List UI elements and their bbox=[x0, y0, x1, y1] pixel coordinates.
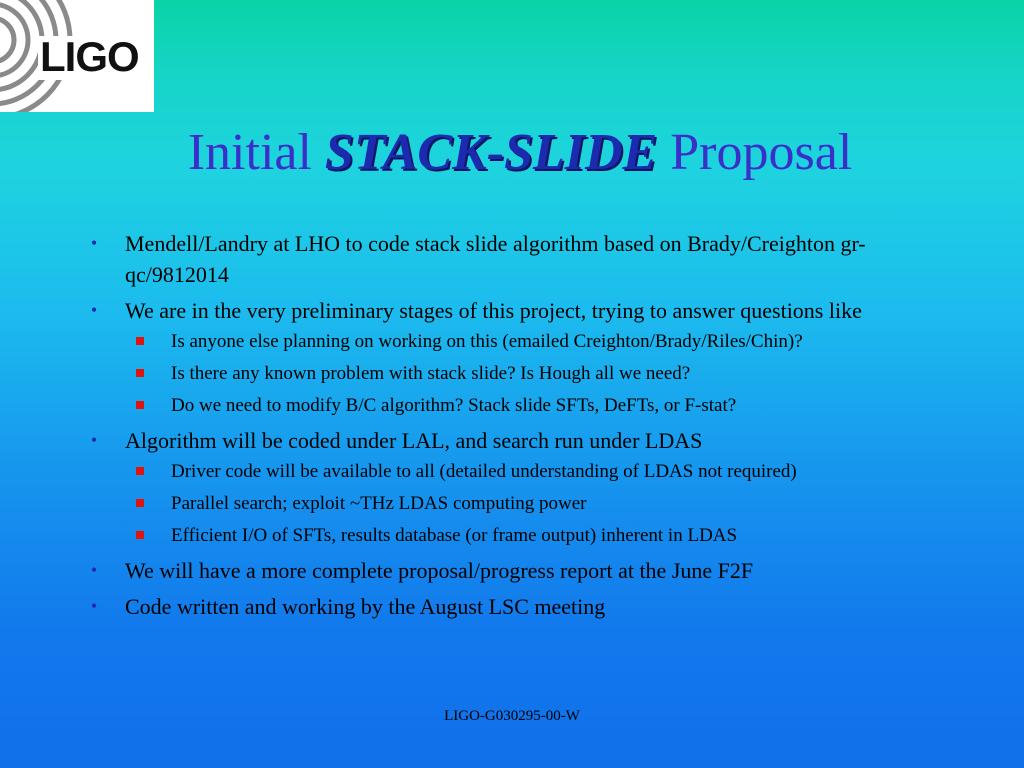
bullet-text: Algorithm will be coded under LAL, and search run under LDAS bbox=[125, 428, 703, 453]
square-bullet-icon bbox=[136, 337, 144, 345]
ligo-logo bbox=[0, 0, 154, 112]
sub-bullet-text: Driver code will be available to all (detailed understanding of LDAS not required) bbox=[171, 461, 797, 482]
document-id-footer: LIGO-G030295-00-W bbox=[444, 708, 580, 724]
sub-bullet-item bbox=[84, 329, 964, 355]
sub-bullet-item bbox=[84, 491, 964, 517]
square-bullet-icon bbox=[136, 499, 144, 507]
slide-title bbox=[0, 118, 1024, 188]
sub-bullet-item bbox=[84, 361, 964, 387]
bullet-item bbox=[84, 555, 964, 586]
sub-bullet-list bbox=[84, 329, 964, 419]
bullet-item bbox=[84, 425, 964, 456]
sub-bullet-list bbox=[84, 459, 964, 549]
bullet-dot-icon: • bbox=[90, 233, 98, 253]
bullet-dot-icon: • bbox=[90, 300, 98, 320]
title-suffix: Proposal bbox=[657, 124, 853, 181]
sub-bullet-text: Parallel search; exploit ~THz LDAS computing power bbox=[171, 493, 587, 514]
bullet-item bbox=[84, 591, 964, 622]
square-bullet-icon bbox=[136, 369, 144, 377]
bullet-dot-icon: • bbox=[90, 596, 98, 616]
sub-bullet-text: Is anyone else planning on working on this (emailed Creighton/Brady/Riles/Chin)? bbox=[171, 331, 803, 352]
sub-bullet-item bbox=[84, 459, 964, 485]
bullet-dot-icon: • bbox=[90, 430, 98, 450]
square-bullet-icon bbox=[136, 531, 144, 539]
sub-bullet-text: Do we need to modify B/C algorithm? Stack slide SFTs, DeFTs, or F-stat? bbox=[171, 395, 737, 416]
square-bullet-icon bbox=[136, 401, 144, 409]
sub-bullet-text: Efficient I/O of SFTs, results database (or frame output) inherent in LDAS bbox=[171, 525, 738, 546]
bullet-text: We are in the very preliminary stages of this project, trying to answer questions like bbox=[125, 298, 862, 323]
sub-bullet-item bbox=[84, 393, 964, 419]
logo-text: LIGO bbox=[40, 33, 139, 80]
bullet-item bbox=[84, 295, 964, 326]
bullet-text: We will have a more complete proposal/progress report at the June F2F bbox=[125, 558, 754, 583]
bullet-list bbox=[84, 228, 964, 627]
bullet-text: Mendell/Landry at LHO to code stack slide algorithm based on Brady/Creighton gr-qc/9812014 bbox=[125, 231, 866, 287]
bullet-text: Code written and working by the August LSC meeting bbox=[125, 594, 606, 619]
bullet-item bbox=[84, 228, 964, 290]
sub-bullet-item bbox=[84, 523, 964, 549]
title-emphasis: STACK-SLIDE bbox=[324, 124, 658, 181]
title-prefix: Initial bbox=[187, 124, 325, 181]
bullet-dot-icon: • bbox=[90, 560, 98, 580]
sub-bullet-text: Is there any known problem with stack slide? Is Hough all we need? bbox=[171, 363, 691, 384]
square-bullet-icon bbox=[136, 467, 144, 475]
